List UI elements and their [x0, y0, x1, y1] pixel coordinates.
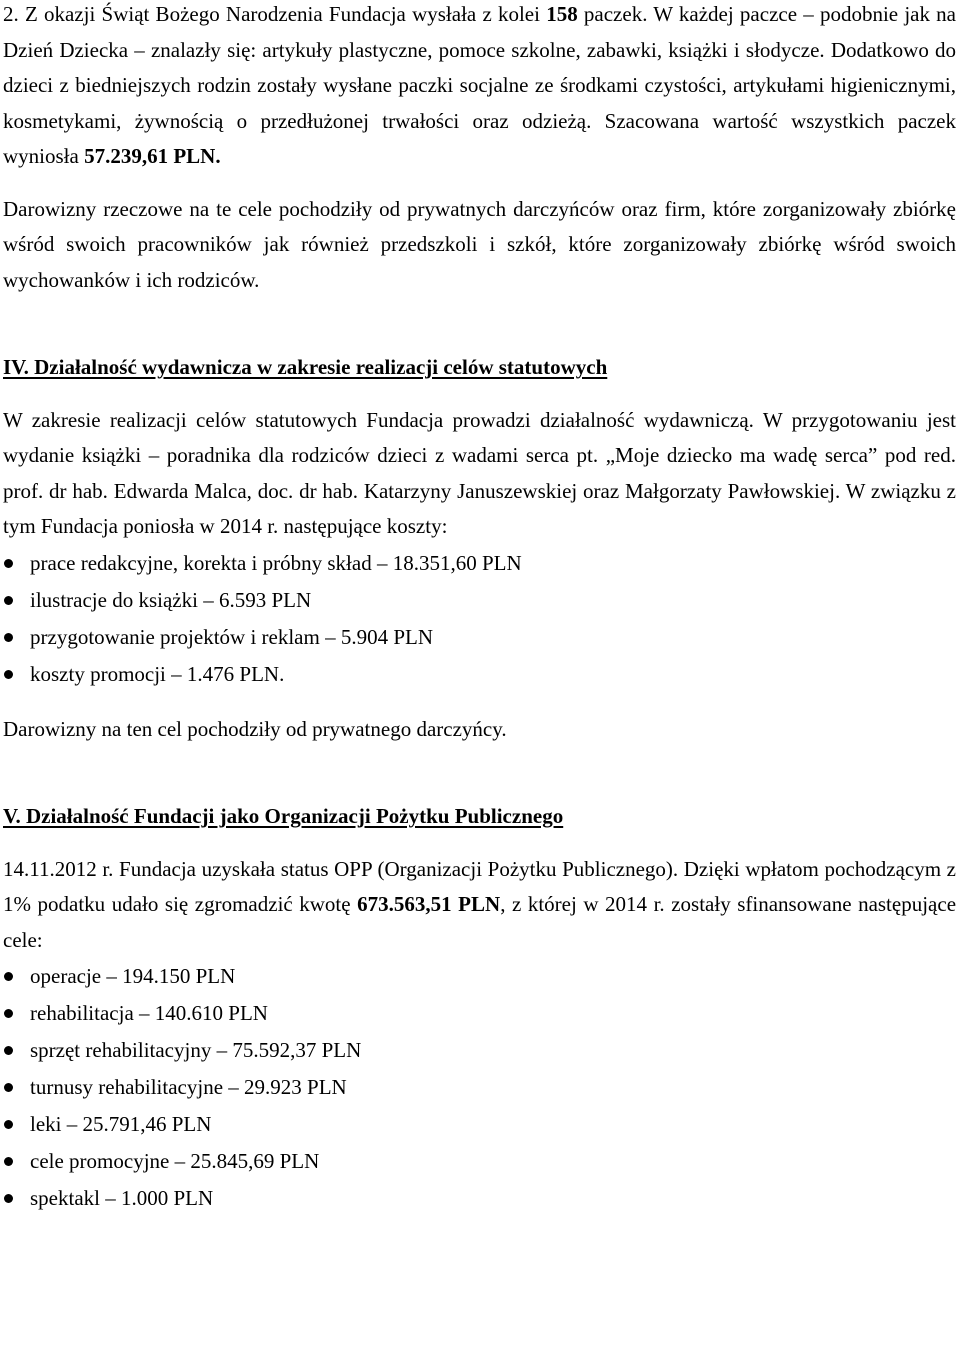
section-iv-heading: IV. Działalność wydawnicza w zakresie realizacji celów statutowych [3, 355, 608, 379]
spacer [3, 386, 956, 403]
spacer [3, 298, 956, 350]
publishing-costs-list [3, 545, 956, 693]
section-iv-paragraph: W zakresie realizacji celów statutowych Fundacja prowadzi działalność wydawniczą. W przygotowaniu jest wydanie książki – poradnika dla rodziców dzieci z wadami serca pt. „Moje dziecko ma wadę serca” pod red. prof. dr hab. Edwarda Malca, doc. dr hab. Katarzyny Januszewskiej oraz Małgorzaty Pawłowskiej. W związku z tym Fundacja poniosła w 2014 r. następujące koszty: [3, 407, 956, 538]
list-item: sprzęt rehabilitacyjny – 75.592,37 PLN [3, 1032, 956, 1069]
section-2-text-body: paczek. W każdej paczce – podobnie jak na Dzień Dziecka – znalazły się: artykuły plastyczne, pomoce szkolne, zabawki, książki i słodycze. Dodatkowo do dzieci z biedniejszych rodzin zostały wysłane paczki socjalne ze środkami czystości, artykułami higienicznymi, kosmetykami, żywnością o przedłużonej trwałości oraz odzieżą. Szacowana wartość wszystkich paczek wyniosła [3, 2, 956, 168]
bullet-icon [4, 633, 13, 642]
section-2-text-start: 2. Z okazji Świąt Bożego Narodzenia Fundacja wysłała z kolei [3, 2, 540, 26]
list-item: ilustracje do książki – 6.593 PLN [3, 582, 956, 619]
bullet-icon [4, 1157, 13, 1166]
bullet-icon [4, 596, 13, 605]
list-item: turnusy rehabilitacyjne – 29.923 PLN [3, 1069, 956, 1106]
bullet-icon [4, 1194, 13, 1203]
spacer [3, 747, 956, 799]
spacer [3, 693, 956, 712]
bullet-icon [4, 1009, 13, 1018]
section-v-text-start: 14.11.2012 r. Fundacja uzyskała status OPP (Organizacji Pożytku Publicznego). Dzięki wpłatom pochodzącym z 1% podatku udało się zgromadzić kwotę [3, 856, 956, 916]
list-item: leki – 25.791,46 PLN [3, 1106, 956, 1143]
section-v-text-end: , z której w 2014 r. zostały sfinansowane następujące cele: [3, 892, 957, 952]
packages-total-value: 57.239,61 PLN. [84, 144, 221, 168]
bullet-icon [4, 670, 13, 679]
package-count: 158 [546, 2, 578, 26]
bullet-icon [4, 1083, 13, 1092]
spacer [3, 835, 956, 852]
bullet-icon [4, 1120, 13, 1129]
list-item: operacje – 194.150 PLN [3, 958, 956, 995]
bullet-icon [4, 972, 13, 981]
list-item: prace redakcyjne, korekta i próbny skład – 18.351,60 PLN [3, 545, 956, 582]
opp-amount: 673.563,51 PLN [357, 892, 501, 916]
list-item: przygotowanie projektów i reklam – 5.904 PLN [3, 619, 956, 656]
bullet-icon [4, 559, 13, 568]
section-v-paragraph [3, 852, 956, 959]
section-2-donations-paragraph: Darowizny rzeczowe na te cele pochodziły od prywatnych darczyńców oraz firm, które zorganizowały zbiórkę wśród swoich pracowników jak również przedszkoli i szkół, które zorganizowały zbiórkę wśród swoich wychowanków i ich rodziców. [3, 196, 956, 292]
list-item: cele promocyjne – 25.845,69 PLN [3, 1143, 956, 1180]
list-item: koszty promocji – 1.476 PLN. [3, 656, 956, 693]
list-item: spektakl – 1.000 PLN [3, 1180, 956, 1217]
spacer [3, 175, 956, 192]
section-2-paragraph [3, 0, 956, 175]
section-v-heading: V. Działalność Fundacji jako Organizacji Pożytku Publicznego [3, 804, 564, 828]
funded-goals-list [3, 958, 956, 1217]
bullet-icon [4, 1046, 13, 1055]
section-iv-donations-paragraph: Darowizny na ten cel pochodziły od prywatnego darczyńcy. [3, 716, 507, 741]
list-item: rehabilitacja – 140.610 PLN [3, 995, 956, 1032]
